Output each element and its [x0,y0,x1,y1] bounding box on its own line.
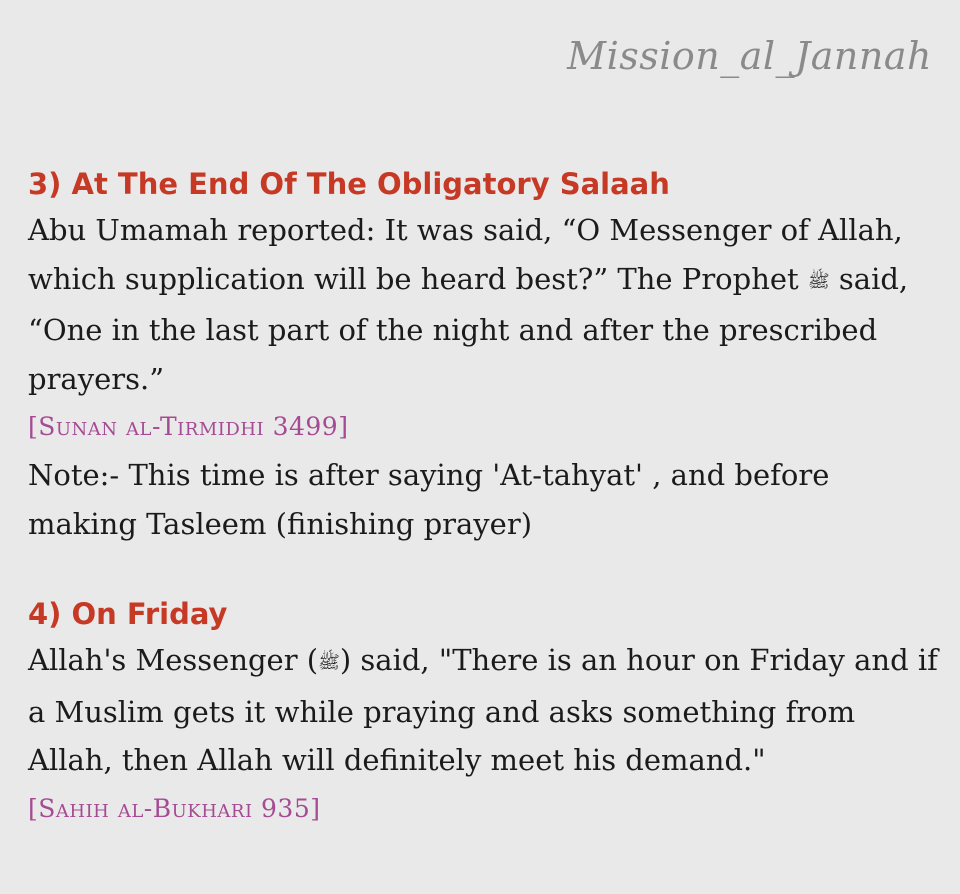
section-heading-friday: 4) On Friday [28,597,228,631]
hadith-text-friday [28,636,938,785]
hadith-text-part2: said, “One in the last part of the night and after the prescribed prayers.” [28,261,909,396]
hadith-text-part1: Abu Umamah reported: It was said, “O Messenger of Allah, which supplication will be heard best?” The Prophet [28,213,903,296]
hadith-text-abu-umamah [28,206,938,403]
salutation-glyph: ﷺ [807,270,830,292]
hadith-text-part2: ) said, "There is an hour on Friday and if a Muslim gets it while praying and asks something from Allah, then Allah will definitely meet his demand." [28,643,938,777]
content [28,162,938,833]
note-text: Note:- This time is after saying 'At-tahyat' , and before making Tasleem (finishing prayer) [28,458,830,541]
section-spacer [28,548,938,592]
salutation-glyph: ﷺ [318,652,340,673]
reference-tirmidhi: [Sunan al-Tirmidhi 3499] [28,412,349,441]
reference-bukhari: [Sahih al-Bukhari 935] [28,793,321,823]
section-heading-end-of-salaah: 3) At The End Of The Obligatory Salaah [28,167,670,201]
hadith-text-part1: Allah's Messenger ( [28,643,319,677]
watermark: Mission_al_Jannah [567,34,932,78]
